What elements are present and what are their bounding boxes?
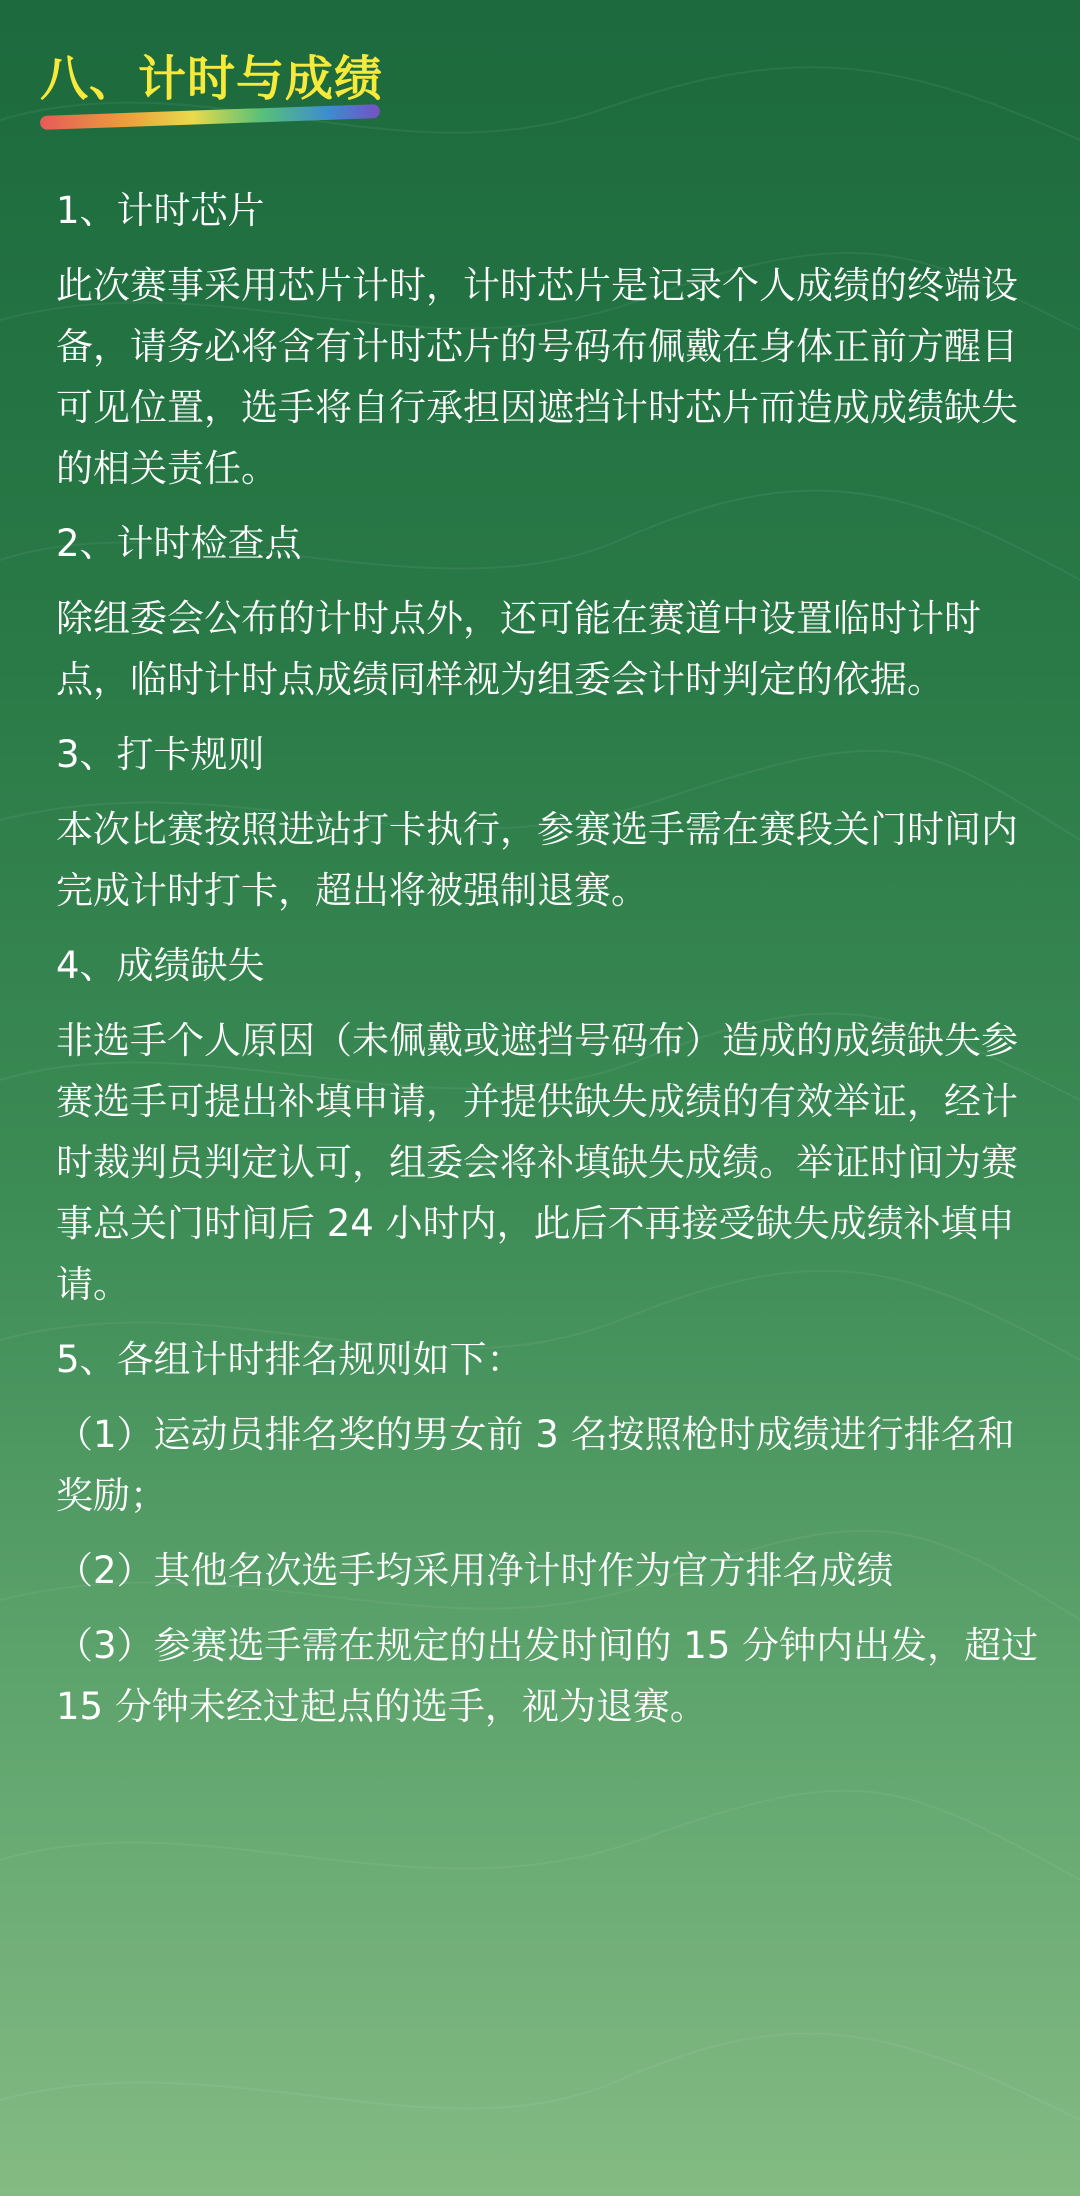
section-title: 八、计时与成绩 xyxy=(40,51,384,107)
heading-missing-results: 4、成绩缺失 xyxy=(56,944,265,987)
heading-checkpoints: 2、计时检查点 xyxy=(56,522,302,565)
ranking-rule-1: （1）运动员排名奖的男女前 3 名按照枪时成绩进行排名和奖励； xyxy=(56,1413,1015,1517)
heading-checkin-rules: 3、打卡规则 xyxy=(56,733,265,776)
ranking-rule-3: （3）参赛选手需在规定的出发时间的 15 分钟内出发，超过 15 分钟未经过起点的选手，视为退赛。 xyxy=(56,1624,1039,1728)
section-heading xyxy=(40,44,383,134)
ranking-rule-2: （2）其他名次选手均采用净计时作为官方排名成绩 xyxy=(56,1549,894,1592)
paragraph-timing-chip: 此次赛事采用芯片计时，计时芯片是记录个人成绩的终端设备，请务必将含有计时芯片的号码布佩戴在身体正前方醒目可见位置，选手将自行承担因遮挡计时芯片而造成成绩缺失的相关责任。 xyxy=(56,264,1018,490)
content-body xyxy=(56,180,1046,1751)
heading-ranking-rules: 5、各组计时排名规则如下： xyxy=(56,1338,524,1381)
paragraph-checkpoints: 除组委会公布的计时点外，还可能在赛道中设置临时计时点，临时计时点成绩同样视为组委会计时判定的依据。 xyxy=(56,597,981,701)
heading-timing-chip: 1、计时芯片 xyxy=(56,189,265,232)
paragraph-missing-results: 非选手个人原因（未佩戴或遮挡号码布）造成的成绩缺失参赛选手可提出补填申请，并提供缺失成绩的有效举证，经计时裁判员判定认可，组委会将补填缺失成绩。举证时间为赛事总关门时间后 24 小时内，此后不再接受缺失成绩补填申请。 xyxy=(56,1019,1018,1306)
paragraph-checkin-rules: 本次比赛按照进站打卡执行，参赛选手需在赛段关门时间内完成计时打卡，超出将被强制退赛。 xyxy=(56,808,1018,912)
